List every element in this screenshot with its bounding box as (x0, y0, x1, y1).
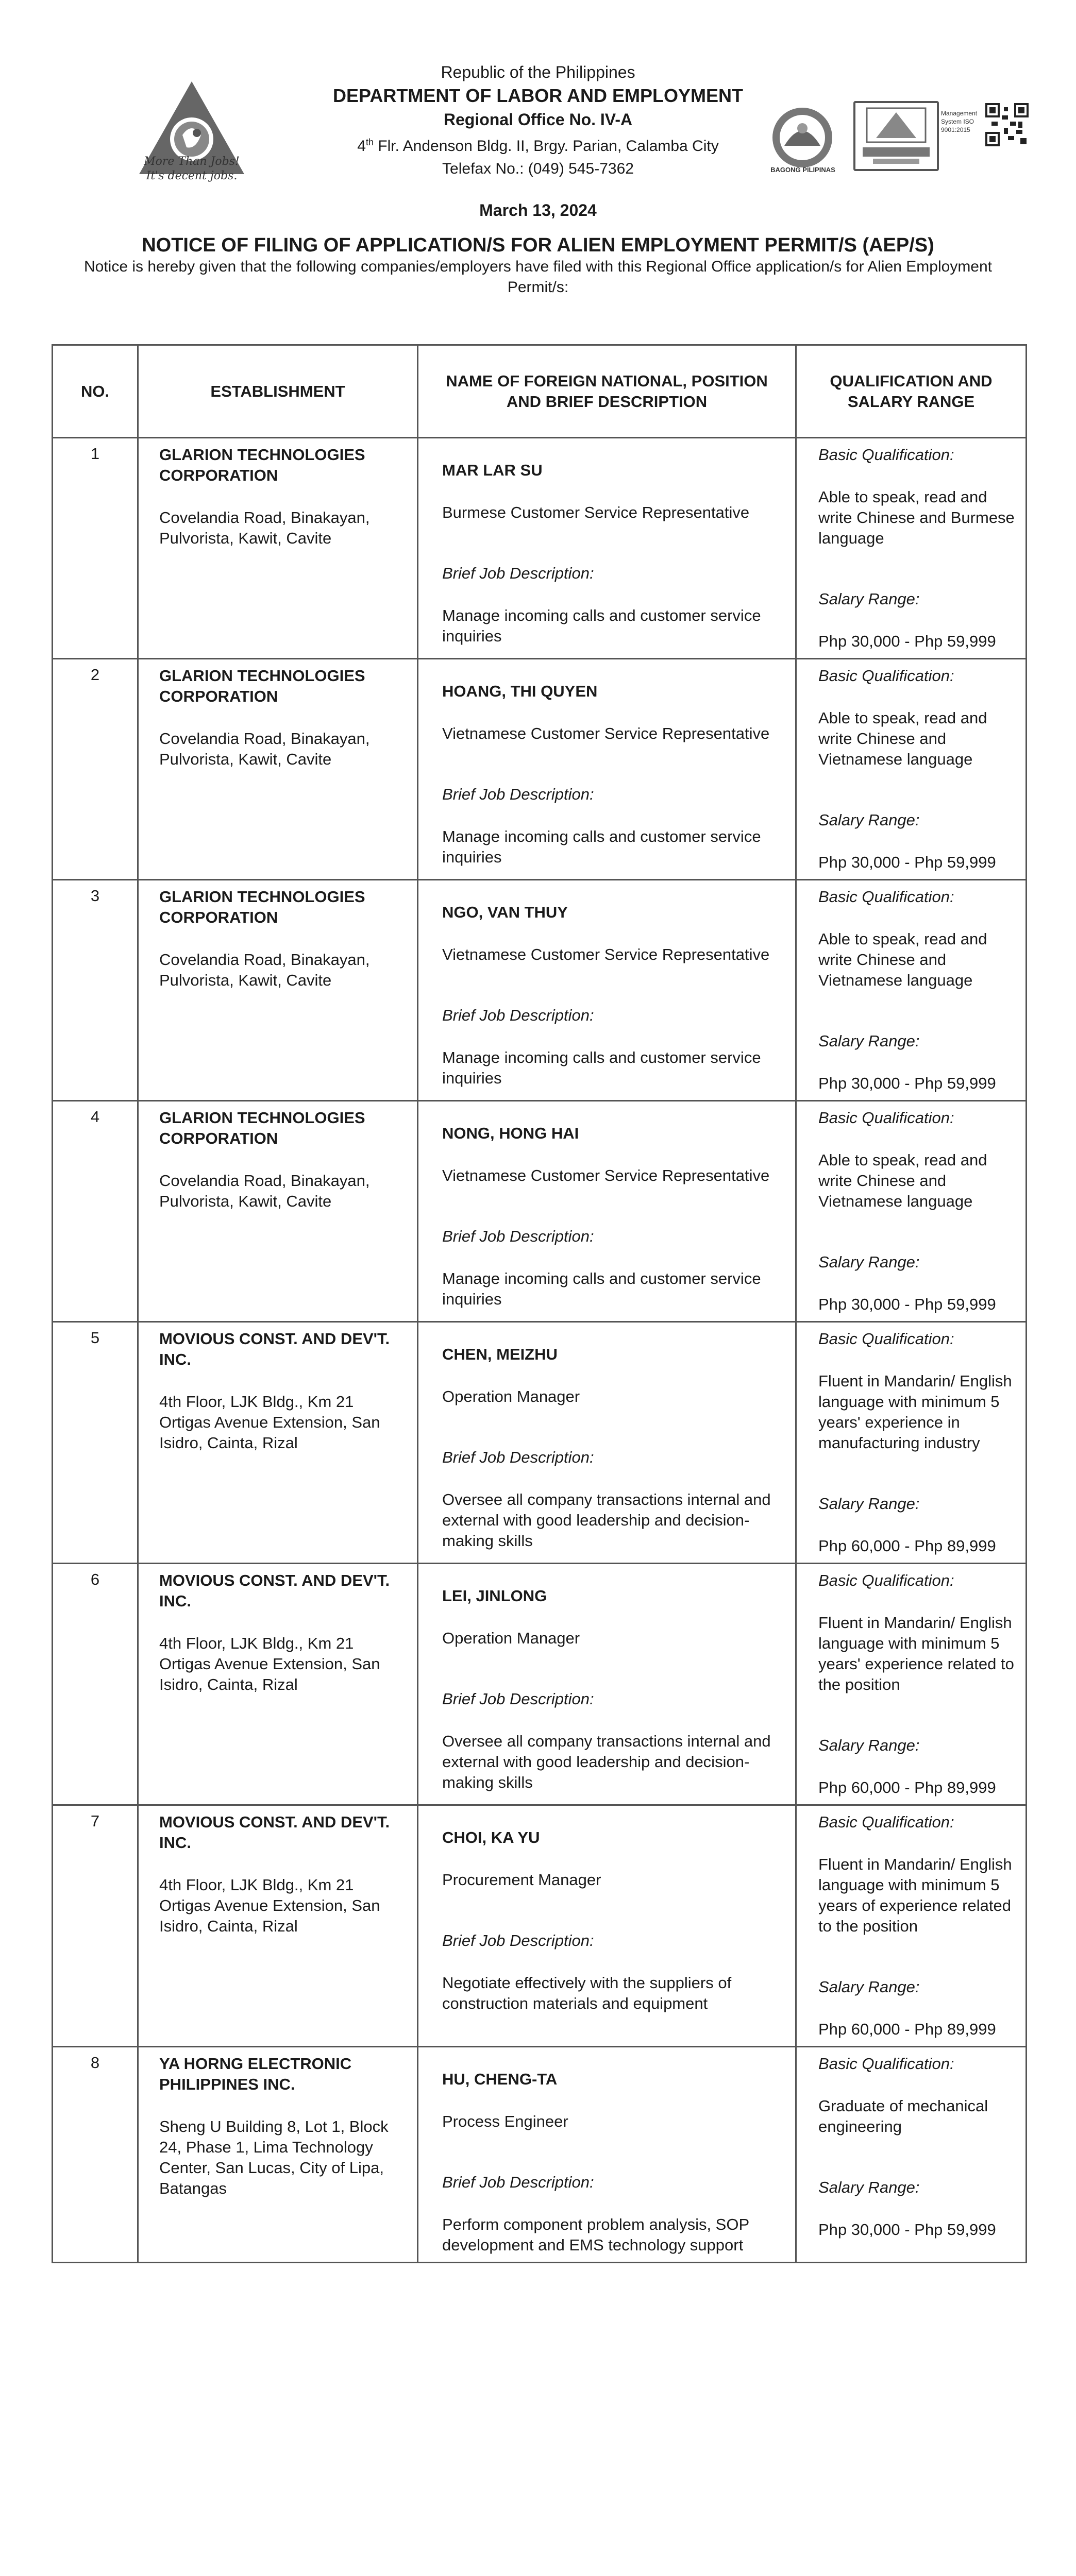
row-number: 3 (53, 880, 138, 1101)
brief-job-description-label: Brief Job Description: (442, 1931, 594, 1950)
establishment-cell (138, 1805, 418, 2047)
office-address: 4th Flr. Andenson Bldg. II, Brgy. Parian, Calamba City (357, 137, 719, 155)
foreign-national-cell (418, 438, 796, 659)
table-row (53, 1322, 1027, 1564)
table-row (53, 880, 1027, 1101)
brief-job-description-label: Brief Job Description: (442, 785, 594, 803)
position-title: Operation Manager (442, 1629, 580, 1647)
foreign-national-cell (418, 1322, 796, 1564)
foreign-national-cell (418, 1805, 796, 2047)
position-title: Process Engineer (442, 2112, 568, 2130)
header-establishment: ESTABLISHMENT (138, 345, 418, 438)
brief-job-description-label: Brief Job Description: (442, 1448, 594, 1466)
basic-qualification: Able to speak, read and write Chinese and Vietnamese language (818, 1151, 987, 1210)
position-title: Procurement Manager (442, 1871, 601, 1889)
salary-range-label: Salary Range: (818, 811, 920, 829)
table-row (53, 1564, 1027, 1805)
notice-intro: Notice is hereby given that the following companies/employers have filed with this Regional Office application/s for Alien Employment Permit/s: (83, 258, 993, 296)
salary-range-label: Salary Range: (818, 1978, 920, 1996)
company-address: Covelandia Road, Binakayan, Pulvorista, Kawit, Cavite (159, 509, 370, 547)
basic-qualification-label: Basic Qualification: (818, 1813, 954, 1831)
salary-range: Php 30,000 - Php 59,999 (818, 1295, 996, 1313)
position-title: Vietnamese Customer Service Representative (442, 1166, 770, 1184)
qualification-cell (796, 1805, 1027, 2047)
company-address: Covelandia Road, Binakayan, Pulvorista, Kawit, Cavite (159, 730, 370, 768)
basic-qualification: Able to speak, read and write Chinese and Burmese language (818, 488, 1015, 547)
company-address: 4th Floor, LJK Bldg., Km 21 Ortigas Avenue Extension, San Isidro, Cainta, Rizal (159, 1393, 380, 1452)
basic-qualification: Able to speak, read and write Chinese and Vietnamese language (818, 709, 987, 768)
table-row (53, 438, 1027, 659)
brief-job-description: Manage incoming calls and customer service inquiries (442, 1269, 761, 1308)
aep-applications-table (52, 344, 1027, 2263)
basic-qualification: Fluent in Mandarin/ English language with minimum 5 years of experience related to the position (818, 1855, 1012, 1935)
dole-tagline: More Than Jobs! It's decent jobs. (144, 155, 240, 182)
company-name: GLARION TECHNOLOGIES CORPORATION (159, 446, 365, 484)
qualification-cell (796, 1564, 1027, 1805)
establishment-cell (138, 1564, 418, 1805)
foreign-national-name: MAR LAR SU (442, 461, 543, 479)
foreign-national-cell (418, 1564, 796, 1805)
salary-range-label: Salary Range: (818, 590, 920, 608)
establishment-cell (138, 438, 418, 659)
salary-range-label: Salary Range: (818, 1736, 920, 1754)
qualification-cell (796, 880, 1027, 1101)
table-header-row (53, 345, 1027, 438)
notice-date: March 13, 2024 (479, 201, 597, 219)
row-number: 1 (53, 438, 138, 659)
regional-office: Regional Office No. IV-A (443, 110, 633, 129)
brief-job-description: Manage incoming calls and customer service inquiries (442, 827, 761, 866)
company-address: 4th Floor, LJK Bldg., Km 21 Ortigas Avenue Extension, San Isidro, Cainta, Rizal (159, 1876, 380, 1935)
basic-qualification: Able to speak, read and write Chinese and Vietnamese language (818, 930, 987, 989)
qualification-cell (796, 1101, 1027, 1322)
basic-qualification-label: Basic Qualification: (818, 888, 954, 906)
foreign-national-name: LEI, JINLONG (442, 1587, 547, 1605)
basic-qualification-label: Basic Qualification: (818, 1571, 954, 1589)
qr-code-icon (985, 103, 1029, 146)
company-address: Covelandia Road, Binakayan, Pulvorista, Kawit, Cavite (159, 951, 370, 989)
header-qualification: QUALIFICATION AND SALARY RANGE (796, 345, 1027, 438)
company-name: GLARION TECHNOLOGIES CORPORATION (159, 667, 365, 705)
salary-range-label: Salary Range: (818, 2178, 920, 2196)
brief-job-description: Oversee all company transactions internal and external with good leadership and decision-making skills (442, 1732, 771, 1791)
salary-range: Php 60,000 - Php 89,999 (818, 1778, 996, 1797)
row-number: 5 (53, 1322, 138, 1564)
basic-qualification-label: Basic Qualification: (818, 1330, 954, 1348)
brief-job-description: Manage incoming calls and customer service inquiries (442, 606, 761, 645)
salary-range-label: Salary Range: (818, 1253, 920, 1271)
foreign-national-cell (418, 880, 796, 1101)
company-name: MOVIOUS CONST. AND DEV'T. INC. (159, 1571, 390, 1610)
position-title: Operation Manager (442, 1387, 580, 1405)
foreign-national-name: HU, CHENG-TA (442, 2070, 558, 2088)
brief-job-description-label: Brief Job Description: (442, 1227, 594, 1245)
table-row (53, 1805, 1027, 2047)
department-name: DEPARTMENT OF LABOR AND EMPLOYMENT (333, 85, 743, 106)
company-name: GLARION TECHNOLOGIES CORPORATION (159, 1109, 365, 1147)
company-address: Sheng U Building 8, Lot 1, Block 24, Phase 1, Lima Technology Center, San Lucas, City of Lipa, Batangas (159, 2117, 389, 2197)
establishment-cell (138, 2047, 418, 2263)
brief-job-description: Negotiate effectively with the suppliers of construction materials and equipment (442, 1974, 732, 2012)
qualification-cell (796, 659, 1027, 880)
salary-range-label: Salary Range: (818, 1032, 920, 1050)
brief-job-description-label: Brief Job Description: (442, 2173, 594, 2191)
establishment-cell (138, 1322, 418, 1564)
foreign-national-cell (418, 2047, 796, 2263)
salary-range: Php 30,000 - Php 59,999 (818, 853, 996, 871)
letterhead-text (258, 61, 818, 222)
salary-range-label: Salary Range: (818, 1495, 920, 1513)
tuv-mark-icon (855, 103, 937, 169)
header-no: NO. (53, 345, 138, 438)
establishment-cell (138, 659, 418, 880)
company-address: 4th Floor, LJK Bldg., Km 21 Ortigas Avenue Extension, San Isidro, Cainta, Rizal (159, 1634, 380, 1693)
salary-range: Php 30,000 - Php 59,999 (818, 632, 996, 650)
company-name: YA HORNG ELECTRONIC PHILIPPINES INC. (159, 2055, 352, 2093)
foreign-national-name: NGO, VAN THUY (442, 903, 568, 921)
brief-job-description-label: Brief Job Description: (442, 1690, 594, 1708)
republic-line: Republic of the Philippines (441, 63, 635, 81)
salary-range: Php 60,000 - Php 89,999 (818, 2020, 996, 2038)
table-row (53, 2047, 1027, 2263)
table-row (53, 659, 1027, 880)
qualification-cell (796, 2047, 1027, 2263)
row-number: 7 (53, 1805, 138, 2047)
row-number: 6 (53, 1564, 138, 1805)
foreign-national-cell (418, 1101, 796, 1322)
basic-qualification-label: Basic Qualification: (818, 1109, 954, 1127)
company-name: MOVIOUS CONST. AND DEV'T. INC. (159, 1813, 390, 1852)
basic-qualification: Graduate of mechanical engineering (818, 2097, 988, 2136)
table-body (53, 438, 1027, 2263)
basic-qualification-label: Basic Qualification: (818, 446, 954, 464)
foreign-national-name: CHOI, KA YU (442, 1828, 540, 1846)
company-address: Covelandia Road, Binakayan, Pulvorista, Kawit, Cavite (159, 1172, 370, 1210)
letterhead (0, 0, 1076, 296)
row-number: 4 (53, 1101, 138, 1322)
basic-qualification: Fluent in Mandarin/ English language with minimum 5 years' experience in manufacturing industry (818, 1372, 1012, 1452)
foreign-national-cell (418, 659, 796, 880)
establishment-cell (138, 880, 418, 1101)
header-foreign-national: NAME OF FOREIGN NATIONAL, POSITION AND BRIEF DESCRIPTION (418, 345, 796, 438)
position-title: Vietnamese Customer Service Representative (442, 724, 770, 742)
table-row (53, 1101, 1027, 1322)
qualification-cell (796, 438, 1027, 659)
row-number: 2 (53, 659, 138, 880)
bagong-pilipinas-text: BAGONG PILIPINAS (770, 166, 835, 174)
foreign-national-name: HOANG, THI QUYEN (442, 682, 598, 700)
row-number: 8 (53, 2047, 138, 2263)
salary-range: Php 60,000 - Php 89,999 (818, 1537, 996, 1555)
tuv-certification-badge (853, 101, 939, 171)
foreign-national-name: CHEN, MEIZHU (442, 1345, 558, 1363)
basic-qualification-label: Basic Qualification: (818, 2055, 954, 2073)
foreign-national-name: NONG, HONG HAI (442, 1124, 579, 1142)
position-title: Vietnamese Customer Service Representative (442, 945, 770, 963)
establishment-cell (138, 1101, 418, 1322)
notice-title: NOTICE OF FILING OF APPLICATION/S FOR ALIEN EMPLOYMENT PERMIT/S (AEP/S) (142, 234, 934, 256)
brief-job-description: Perform component problem analysis, SOP development and EMS technology support (442, 2215, 749, 2254)
salary-range: Php 30,000 - Php 59,999 (818, 2221, 996, 2239)
basic-qualification-label: Basic Qualification: (818, 667, 954, 685)
tuv-certification-text: Management System ISO 9001:2015 (941, 110, 978, 133)
position-title: Burmese Customer Service Representative (442, 503, 750, 521)
company-name: GLARION TECHNOLOGIES CORPORATION (159, 888, 365, 926)
brief-job-description: Manage incoming calls and customer service inquiries (442, 1048, 761, 1087)
qualification-cell (796, 1322, 1027, 1564)
brief-job-description: Oversee all company transactions internal and external with good leadership and decision-making skills (442, 1490, 771, 1550)
brief-job-description-label: Brief Job Description: (442, 564, 594, 582)
telefax: Telefax No.: (049) 545-7362 (442, 160, 634, 177)
brief-job-description-label: Brief Job Description: (442, 1006, 594, 1024)
basic-qualification: Fluent in Mandarin/ English language with minimum 5 years' experience related to the position (818, 1614, 1014, 1693)
company-name: MOVIOUS CONST. AND DEV'T. INC. (159, 1330, 390, 1368)
salary-range: Php 30,000 - Php 59,999 (818, 1074, 996, 1092)
